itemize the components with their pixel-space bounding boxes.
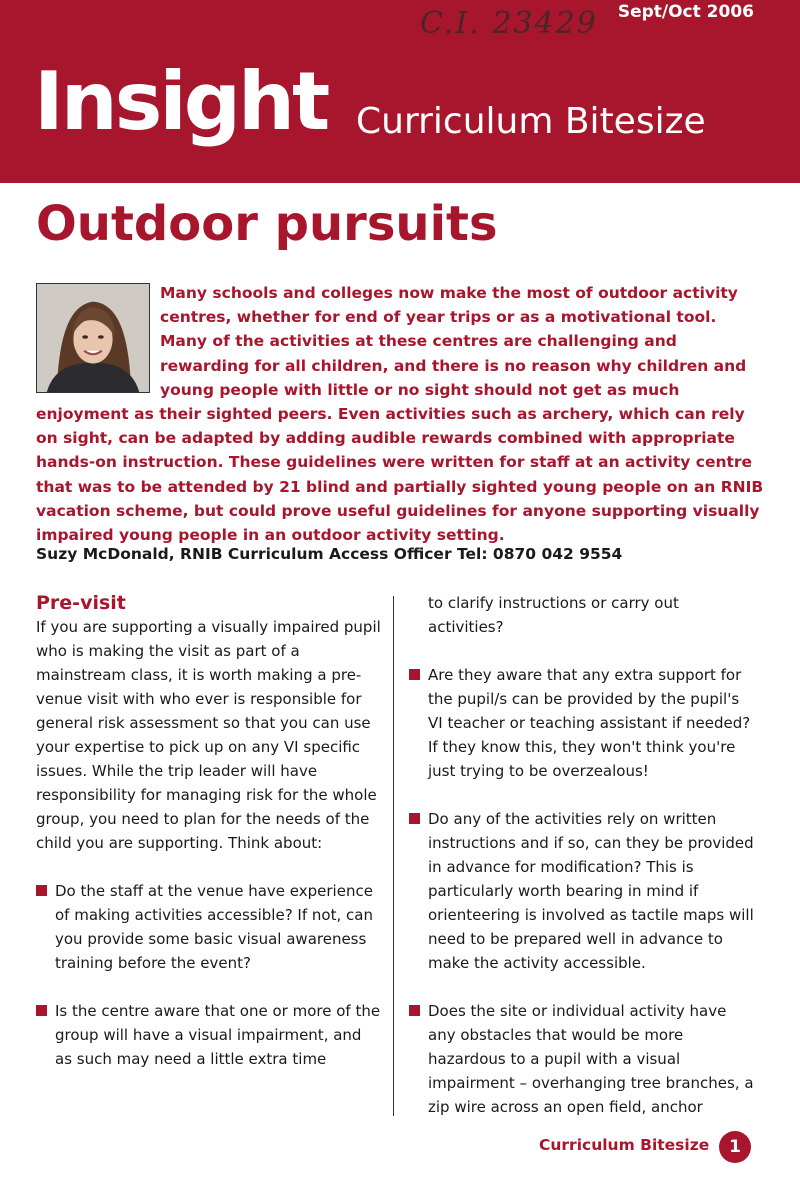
bullet-square-icon <box>409 1005 420 1016</box>
brand-subtitle: Curriculum Bitesize <box>356 101 706 142</box>
list-item-text: Do any of the activities rely on written instructions and if so, can they be provided in advance for modification? This is particularly worth bearing in mind if orienteering is involved as tactile maps will need to be prepared well in advance to make the activity accessible. <box>428 810 754 972</box>
author-photo <box>36 283 150 393</box>
author-portrait-image <box>37 284 149 392</box>
brand-title: Insight <box>34 55 328 148</box>
right-column <box>409 591 754 1143</box>
list-item <box>36 879 381 975</box>
bullet-square-icon <box>36 1005 47 1016</box>
page-number-badge: 1 <box>719 1131 751 1163</box>
article-intro <box>36 281 766 547</box>
list-item <box>409 663 754 783</box>
bullet-square-icon <box>409 813 420 824</box>
column-divider <box>393 596 394 1116</box>
section-paragraph: If you are supporting a visually impaired pupil who is making the visit as part of a mainstream class, it is worth making a pre-venue visit with who ever is responsible for general risk assessment so that you can use your expertise to pick up on any VI specific issues. While the trip leader will have responsibility for managing risk for the whole group, you need to plan for the needs of the child you are supporting. Think about: <box>36 618 381 852</box>
section-heading: Pre-visit <box>36 592 126 614</box>
list-item <box>409 999 754 1119</box>
article-title: Outdoor pursuits <box>36 196 498 252</box>
issue-date: Sept/Oct 2006 <box>617 2 754 22</box>
intro-paragraph: Many schools and colleges now make the most of outdoor activity centres, whether for end of year trips or as a motivational tool. Many of the activities at these centres are challenging and rewarding for all children, and there is no reason why children and young people with little or no sight should not get as much enjoyment as their sighted peers. Even activities such as archery, which can rely on sight, can be adapted by adding audible rewards combined with appropriate hands-on instruction. These guidelines were written for staff at an activity centre that was to be attended by 21 blind and partially sighted young people on an RNIB vacation scheme, but could prove useful guidelines for anyone supporting visually impaired young people in an outdoor activity setting. <box>36 284 764 545</box>
list-item-text: Do the staff at the venue have experience of making activities accessible? If not, can you provide some basic visual awareness training before the event? <box>55 882 373 972</box>
bullet-square-icon <box>36 885 47 896</box>
author-byline: Suzy McDonald, RNIB Curriculum Access Officer Tel: 0870 042 9554 <box>36 545 623 563</box>
list-item-text: Are they aware that any extra support for the pupil/s can be provided by the pupil's VI teacher or teaching assistant if needed? If they know this, they won't think you're just trying to be overzealous! <box>428 666 751 780</box>
bullet-square-icon <box>409 669 420 680</box>
footer-publication-label: Curriculum Bitesize <box>539 1136 710 1154</box>
list-item-text: Does the site or individual activity have any obstacles that would be more hazardous to a pupil with a visual impairment – overhanging tree branches, a zip wire across an open field, anchor <box>428 1002 754 1116</box>
masthead <box>0 0 800 183</box>
list-item-continuation: to clarify instructions or carry out activities? <box>428 594 679 636</box>
list-item <box>409 807 754 975</box>
list-item-text: Is the centre aware that one or more of the group will have a visual impairment, and as such may need a little extra time <box>55 1002 381 1068</box>
list-item <box>36 999 381 1071</box>
left-column <box>36 591 381 1095</box>
handwritten-reference: C.I. 23429 <box>420 6 598 41</box>
